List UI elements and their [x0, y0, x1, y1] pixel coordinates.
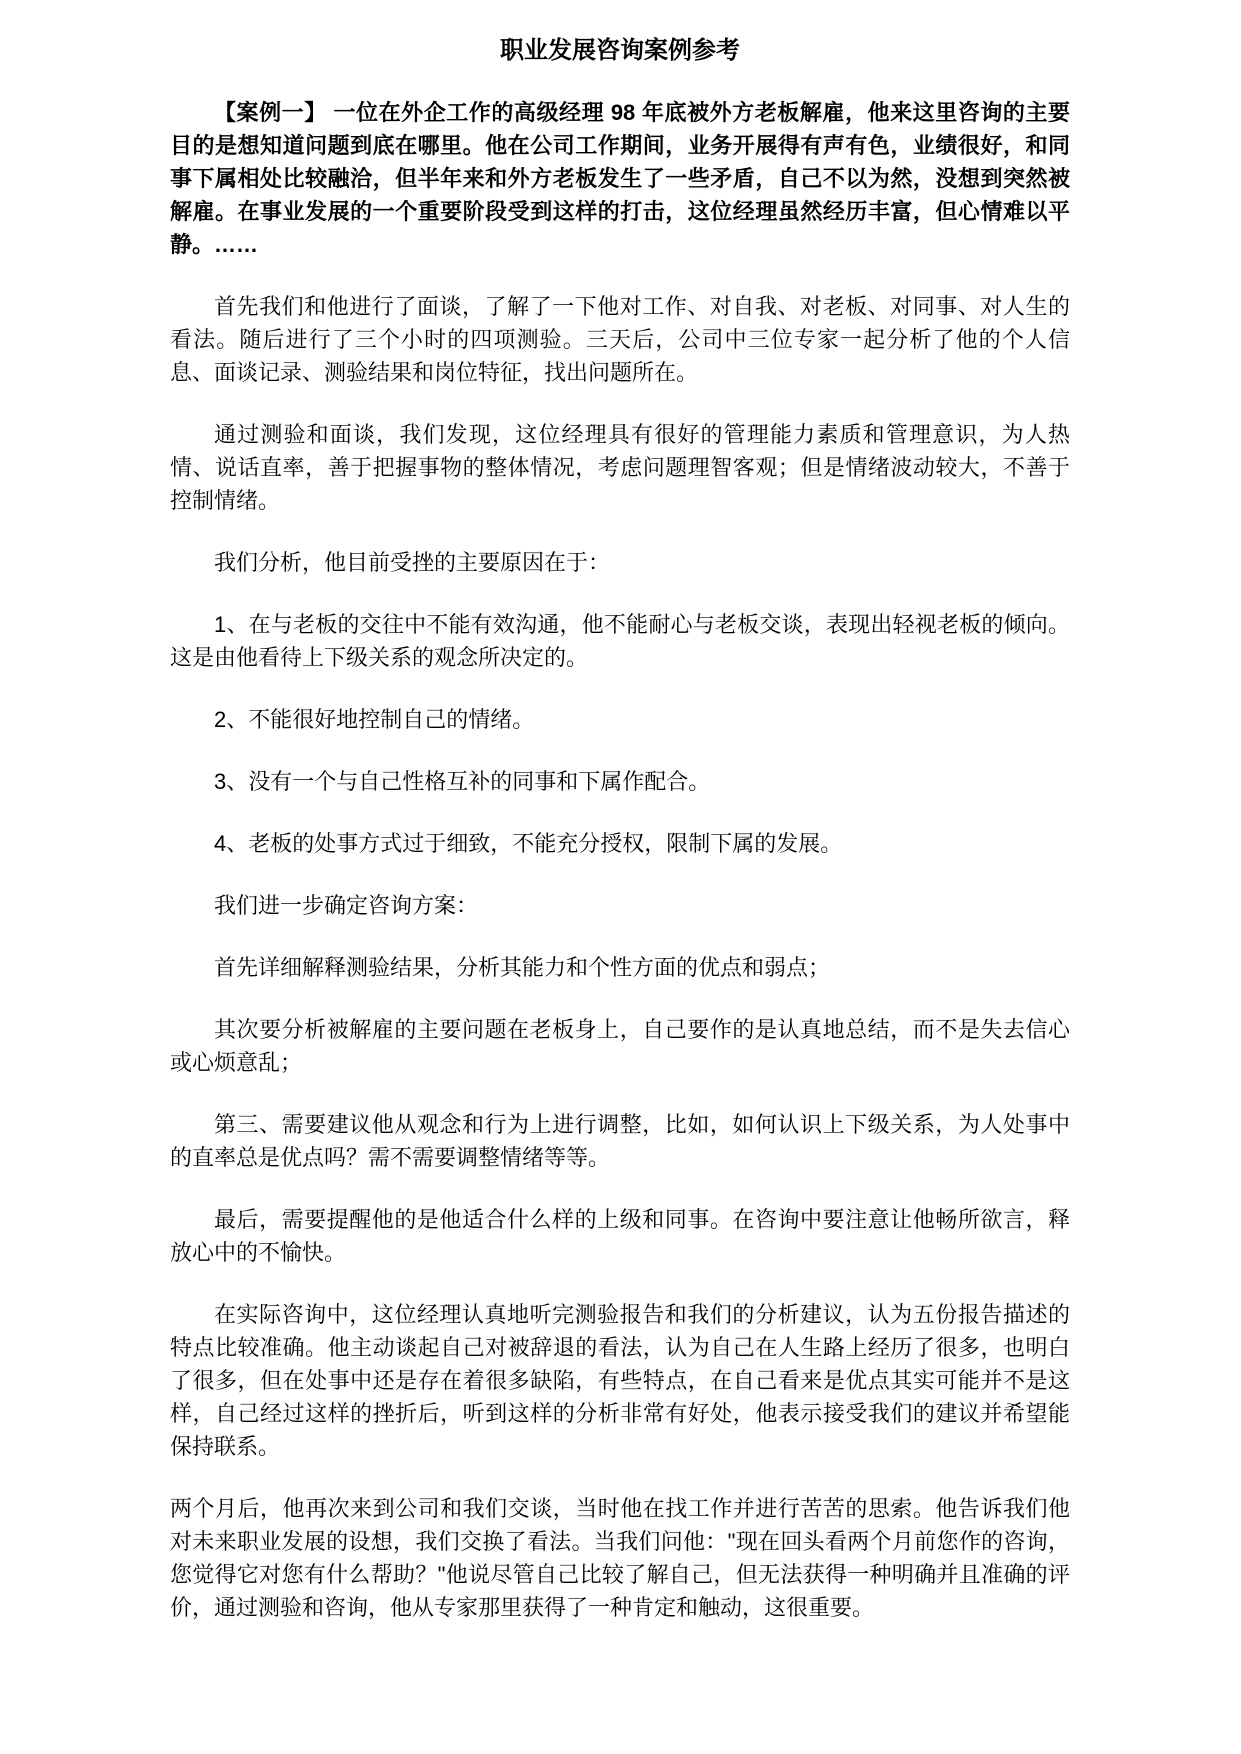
- paragraph-reason-3: 3、没有一个与自己性格互补的同事和下属作配合。: [214, 769, 711, 794]
- paragraph-case-intro: 【案例一】 一位在外企工作的高级经理 98 年底被外方老板解雇，他来这里咨询的主要目的是想知道问题到底在哪里。他在公司工作期间，业务开展得有声有色，业绩很好，和同事下属相处比较融洽，但半年来和外方老板发生了一些矛盾，自己不以为然，没想到突然被解雇。在事业发展的一个重要阶段受到这样的打击，这位经理虽然经历丰富，但心情难以平静。……: [170, 100, 1070, 257]
- paragraph-plan-third: 第三、需要建议他从观念和行为上进行调整，比如，如何认识上下级关系，为人处事中的直率总是优点吗？需不需要调整情绪等等。: [170, 1112, 1070, 1170]
- paragraph-interview: 首先我们和他进行了面谈，了解了一下他对工作、对自我、对老板、对同事、对人生的看法。随后进行了三个小时的四项测验。三天后，公司中三位专家一起分析了他的个人信息、面谈记录、测验结果和岗位特征，找出问题所在。: [170, 294, 1070, 385]
- paragraph-analysis-lead: 我们分析，他目前受挫的主要原因在于：: [214, 550, 611, 575]
- paragraph-reason-2: 2、不能很好地控制自己的情绪。: [214, 707, 535, 732]
- paragraph-findings: 通过测验和面谈，我们发现，这位经理具有很好的管理能力素质和管理意识，为人热情、说话直率，善于把握事物的整体情况，考虑问题理智客观；但是情绪波动较大，不善于控制情绪。: [170, 422, 1070, 513]
- paragraph-plan-lead: 我们进一步确定咨询方案：: [214, 893, 479, 918]
- paragraph-plan-first: 首先详细解释测验结果，分析其能力和个性方面的优点和弱点；: [214, 955, 831, 980]
- paragraph-reason-4: 4、老板的处事方式过于细致，不能充分授权，限制下属的发展。: [214, 831, 843, 856]
- paragraph-followup: 两个月后，他再次来到公司和我们交谈，当时他在找工作并进行苦苦的思索。他告诉我们他对未来职业发展的设想，我们交换了看法。当我们问他："现在回头看两个月前您作的咨询，您觉得它对您有什么帮助？"他说尽管自己比较了解自己，但无法获得一种明确并且准确的评价，通过测验和咨询，他从专家那里获得了一种肯定和触动，这很重要。: [170, 1496, 1070, 1620]
- paragraph-consult-result: 在实际咨询中，这位经理认真地听完测验报告和我们的分析建议，认为五份报告描述的特点比较准确。他主动谈起自己对被辞退的看法，认为自己在人生路上经历了很多，也明白了很多，但在处事中还是存在着很多缺陷，有些特点，在自己看来是优点其实可能并不是这样，自己经过这样的挫折后，听到这样的分析非常有好处，他表示接受我们的建议并希望能保持联系。: [170, 1302, 1070, 1459]
- paragraph-reason-1: 1、在与老板的交往中不能有效沟通，他不能耐心与老板交谈，表现出轻视老板的倾向。这是由他看待上下级关系的观念所决定的。: [170, 612, 1070, 670]
- document-title: 职业发展咨询案例参考: [500, 37, 740, 64]
- paragraph-plan-last: 最后，需要提醒他的是他适合什么样的上级和同事。在咨询中要注意让他畅所欲言，释放心中的不愉快。: [170, 1207, 1070, 1265]
- paragraph-plan-second: 其次要分析被解雇的主要问题在老板身上，自己要作的是认真地总结，而不是失去信心或心烦意乱；: [170, 1017, 1070, 1075]
